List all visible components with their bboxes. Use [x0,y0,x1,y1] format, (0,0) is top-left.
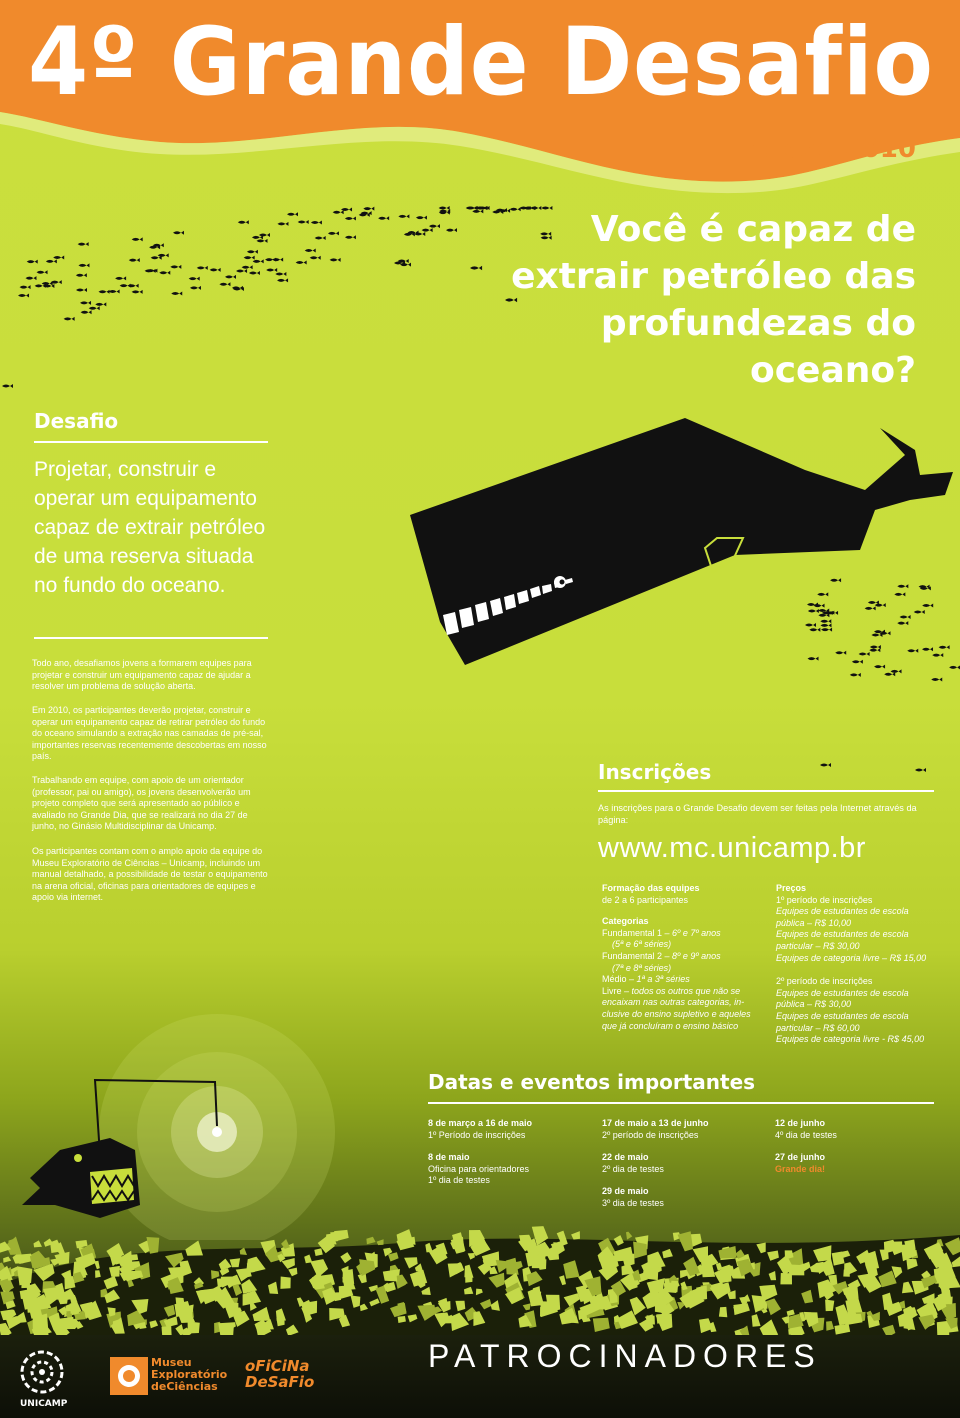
preco-line: pública – R$ 10,00 [776,917,852,928]
seabed-illustration [0,1215,960,1335]
fish-icon [190,286,201,290]
preco-line: particular – R$ 30,00 [776,940,860,951]
inscricoes-text: As inscrições para o Grande Desafio devem ser feitas pela Internet através da página: [598,803,917,825]
divider [34,637,268,639]
museu-logo-line: Exploratório [151,1368,228,1381]
categoria-item: Fundamental 1 – 6º e 7º anos [602,927,721,938]
rock-shape [788,1329,795,1335]
event-date: 8 de março a 16 de maio [428,1118,533,1128]
rock-shape [162,1326,172,1335]
fish-icon [244,256,255,260]
fish-icon [363,207,374,211]
event-date: 29 de maio [602,1186,649,1197]
fish-icon [78,263,89,267]
fish-icon [439,206,450,210]
event-date: 12 de junho [775,1118,826,1128]
oficina-logo-line: oFiCiNa [245,1357,310,1375]
rock-shape [343,1269,355,1284]
event-desc: 2º período de inscrições [602,1129,699,1140]
fish-icon [931,677,942,681]
fish-icon [236,269,247,273]
preco-line: pública – R$ 30,00 [776,999,852,1010]
fish-icon [53,255,64,259]
desafio-paragraph: Os participantes contam com o amplo apoio da equipe do Museu Exploratório de Ciências – Unicamp, incluindo um manual detalhado, a possibilidade de testar o equipamento na arena oficial, oficinas para orientadores de equipes e apoio via internet. [32,846,268,903]
fish-icon [171,291,182,295]
rock-shape [3,1257,11,1263]
datas-heading: Datas e eventos importantes [428,1070,756,1094]
preco-line: Equipes de estudantes de escola [776,1010,909,1021]
rock-shape [534,1291,541,1299]
fish-icon [345,216,356,220]
fish-icon [378,216,389,220]
desafio-lead: Projetar, construir e operar um equipamento capaz de extrair petróleo de uma reserva situada no fundo do oceano. [34,458,266,597]
rock-shape [34,1240,43,1247]
event-desc: 1º dia de testes [428,1175,490,1186]
event-desc: 2º dia de testes [602,1163,664,1174]
whale-illustration [405,410,960,675]
datas-column-3 [775,1118,935,1175]
museu-logo-line: Museu [151,1356,192,1369]
fish-icon [256,239,267,243]
fish-icon [915,768,926,772]
datas-column-2 [602,1118,767,1210]
formacao-text: de 2 a 6 participantes [602,894,689,905]
fish-icon [76,288,87,292]
rock-shape [334,1230,349,1241]
fish-icon [328,231,339,235]
fish-icon [265,258,276,262]
rock-shape [662,1310,667,1317]
event-date: 27 de junho [775,1152,826,1163]
desafio-paragraph: Todo ano, desafiamos jovens a formarem equipes para projetar e construir um equipamento capaz de ajudar a resolver um problema de solução aberta. [32,658,252,692]
rock-shape [21,1279,30,1288]
event-highlight: Grande dia! [775,1163,826,1174]
fish-icon [249,271,260,275]
fish-icon [132,237,143,241]
fish-icon [287,212,298,216]
fish-icon [46,259,57,263]
fish-icon [170,265,181,269]
fish-icon [266,268,277,272]
fish-icon [95,302,106,306]
rock-shape [6,1237,22,1255]
anglerfish-illustration [0,1000,360,1240]
fish-icon [296,261,307,265]
event-desc: 3º dia de testes [602,1197,664,1208]
registration-link[interactable]: www.mc.unicamp.br [598,832,866,864]
fish-icon [277,278,288,282]
fish-icon [345,235,356,239]
inscricoes-heading: Inscrições [598,760,712,784]
divider [34,441,268,443]
fish-icon [510,207,521,211]
datas-column-1 [428,1118,593,1187]
fish-icon [311,221,322,225]
oficina-desafio-logo [245,1358,314,1390]
fish-icon [159,271,170,275]
fish-icon [275,272,286,276]
rock-shape [465,1274,472,1283]
fish-icon [253,259,264,263]
fish-icon [197,266,208,270]
categoria-item: Médio – 1ª a 3ª séries [602,974,690,985]
fish-icon [315,236,326,240]
rock-shape [531,1249,539,1255]
fish-icon [115,276,126,280]
headline-question: Você é capaz de extrair petróleo das profundezas do oceano? [511,209,916,391]
divider [598,790,934,792]
fish-icon [429,224,440,228]
unicamp-logo-icon [18,1348,66,1398]
rock-shape [218,1322,234,1335]
formacao-block [602,883,762,1032]
rock-shape [825,1300,834,1312]
fish-school-illustration [0,200,560,400]
fish-icon [27,260,38,264]
fish-icon [416,216,427,220]
event-date: 17 de maio a 13 de junho [602,1118,709,1128]
rock-shape [366,1237,375,1245]
museu-logo-line: deCiências [151,1380,218,1393]
fish-icon [173,231,184,235]
fish-icon [820,763,831,767]
precos-title: Preços [776,883,807,893]
rock-shape [843,1270,850,1277]
fish-icon [225,275,236,279]
fish-icon [446,228,457,232]
fish-icon [470,266,482,270]
categoria-sub: (7ª e 8ª séries) [612,962,672,973]
event-desc: 1º Período de inscrições [428,1129,526,1140]
fish-icon [64,317,75,321]
fish-icon [129,258,140,262]
rock-shape [397,1229,414,1242]
fish-icon [210,268,221,272]
museu-logo-icon [110,1357,148,1395]
rock-shape [626,1232,632,1240]
fish-icon [78,242,89,246]
patrocinadores-label: PATROCINADORES [428,1338,822,1374]
periodo2-title: 2º período de inscrições [776,976,873,987]
fish-icon [2,384,13,388]
fish-icon [247,250,258,254]
fish-icon [132,290,143,294]
fish-icon [540,232,551,236]
fish-icon [541,236,552,240]
fish-icon [298,220,309,224]
fish-icon [422,228,433,232]
fish-icon [398,214,409,218]
rock-shape [377,1239,384,1245]
rock-shape [130,1254,138,1260]
fish-icon [238,220,249,224]
fish-icon [99,290,110,294]
preco-line: Equipes de categoria livre - R$ 45,00 [776,1034,925,1045]
fish-icon [330,258,341,262]
fish-icon [310,256,321,260]
fish-icon [219,282,230,286]
fish-icon [25,276,36,280]
categoria-extra: clusive do ensino supletivo e aqueles [602,1008,751,1019]
rock-shape [937,1321,950,1335]
categoria-item: Livre – todos os outros que não se encaixam nas outras categorias, in- [602,985,745,1008]
fish-icon [76,273,87,277]
preco-line: Equipes de categoria livre – R$ 15,00 [776,952,927,963]
event-date: 22 de maio [602,1152,649,1163]
categorias-title: Categorias [602,916,649,927]
fish-icon [505,298,517,302]
fish-icon [89,306,100,310]
event-desc: Oficina para orientadores [428,1163,530,1174]
fish-icon [109,289,120,293]
formacao-title: Formação das equipes [602,883,700,893]
categoria-extra: que já concluíram o ensino básico [602,1020,739,1031]
categoria-item: Fundamental 2 – 8º e 9º anos [602,950,721,961]
desafio-paragraph: Trabalhando em equipe, com apoio de um orientador (professor, pai ou amigo), os jovens desenvolverão um projeto completo que será apresentado ao público e avaliado no Grande Dia, que se realizará no dia 27 de junho, no Ginásio Multidisciplinar da Unicamp. [32,775,251,832]
preco-line: Equipes de estudantes de escola [776,906,909,917]
fish-icon [259,233,270,237]
fish-icon [541,206,552,210]
fish-icon [81,310,92,314]
fish-icon [80,301,91,305]
oficina-logo-line: DeSaFio [245,1373,315,1391]
event-date: 8 de maio [428,1152,470,1163]
rock-shape [185,1241,203,1256]
event-desc: 4º dia de testes [775,1129,837,1140]
rock-shape [571,1231,580,1240]
desafio-heading: Desafio [34,409,119,433]
fish-icon [37,270,48,274]
fish-icon [158,253,169,257]
fish-icon [189,277,200,281]
unicamp-logo-text: UNICAMP [20,1399,68,1409]
fish-icon [277,222,288,226]
preco-line: Equipes de estudantes de escola [776,929,909,940]
divider [428,1102,934,1104]
desafio-paragraph: Em 2010, os participantes deverão projetar, construir e operar um equipamento capaz de retirar petróleo do fundo do oceano simulando a extração nas camadas de pré-sal, importantes reservas recentemente descobertas em nosso país. [32,705,267,762]
fish-icon [305,248,316,252]
rock-shape [281,1239,290,1249]
preco-line: particular – R$ 60,00 [776,1022,860,1033]
edition-label: Edição 2010 [738,134,916,164]
precos-block [776,883,946,1046]
museu-logo-text [151,1357,227,1393]
fish-icon [333,210,344,214]
preco-line: Equipes de estudantes de escola [776,987,909,998]
rock-shape [280,1277,290,1289]
rock-shape [719,1307,727,1317]
main-title: 4º Grande Desafio [28,8,934,117]
fish-icon [20,285,31,289]
fish-icon [120,284,131,288]
fish-icon [242,265,253,269]
categoria-sub: (5ª e 6ª séries) [612,939,672,950]
fish-icon [18,293,29,297]
periodo1-title: 1º período de inscrições [776,894,873,905]
